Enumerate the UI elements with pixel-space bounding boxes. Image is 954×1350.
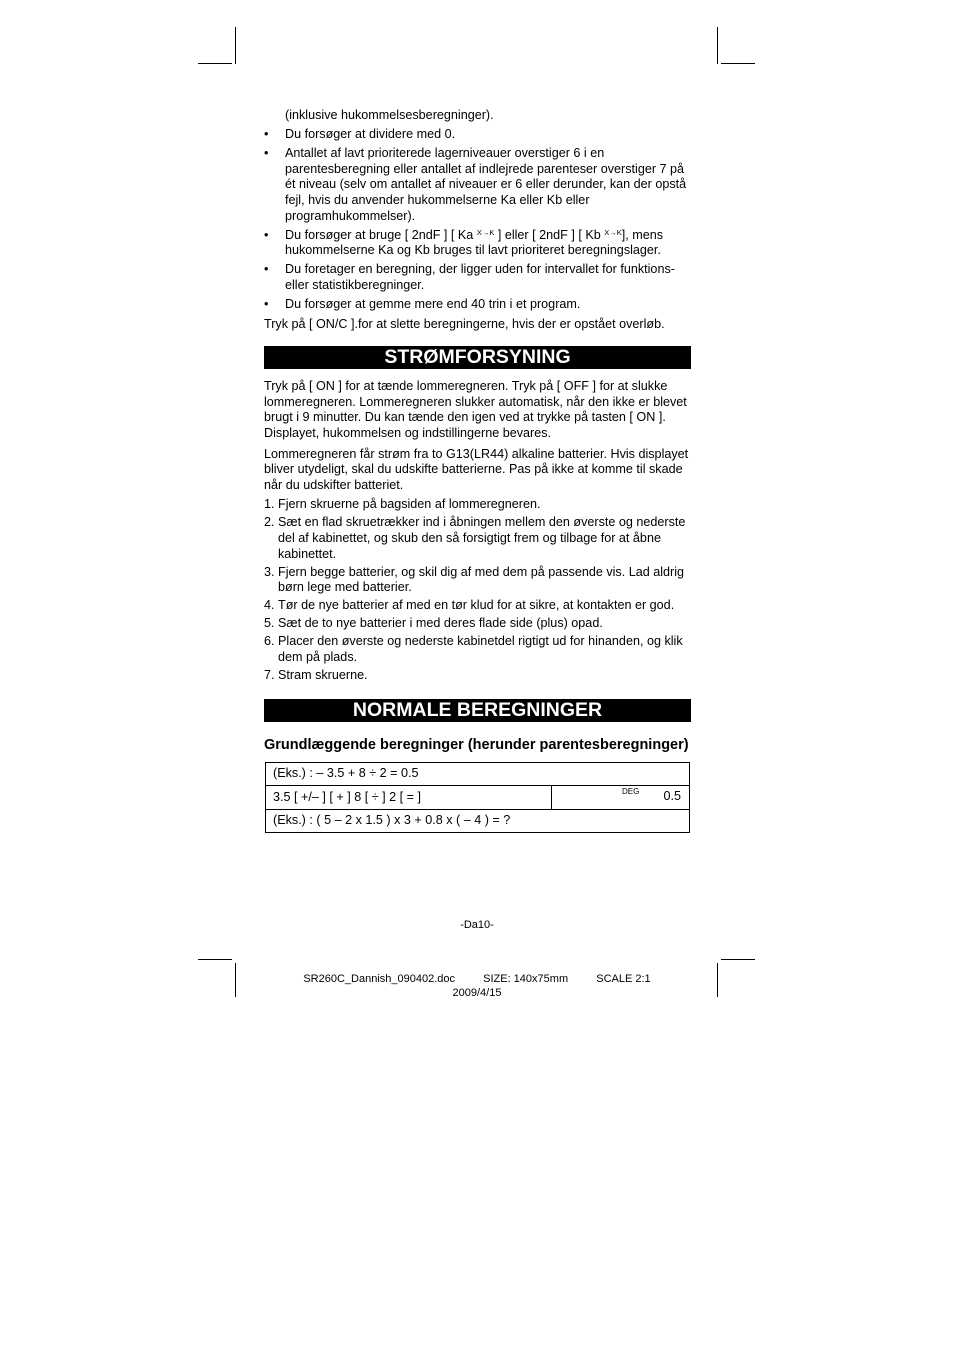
list-item-text: Du foretager en beregning, der ligger uden for intervallet for funktions- eller statistikberegninger.: [285, 262, 675, 292]
crop-mark-top-left-vertical: [235, 27, 236, 64]
list-item-text-part: Du forsøger at bruge [ 2ndF ] [ Ka: [285, 227, 474, 242]
example-table: [265, 762, 690, 833]
list-item: [264, 228, 691, 259]
power-paragraph-2: Lommeregneren får strøm fra to G13(LR44) alkaline batterier. Hvis displayet bliver utydeligt, skal du udskifte batterierne. Pas på ikke at komme til skade når du udskifter batteriet.: [264, 446, 689, 492]
list-item-text-part: ], mens hukommelserne Ka og Kb bruges til lavt prioriteret beregningslager.: [285, 227, 664, 258]
step-number: 1.: [264, 497, 275, 512]
table-row: [266, 810, 690, 833]
bullet-icon: •: [264, 127, 269, 142]
list-item: [264, 565, 691, 596]
overflow-clear-instruction: Tryk på [ ON/C ].for at slette beregningerne, hvis der er opstået overløb.: [264, 316, 665, 331]
list-item-text-part: ] eller [ 2ndF ] [ Kb: [497, 227, 601, 242]
footer-size: SIZE: 140x75mm: [483, 973, 569, 985]
step-text: Tør de nye batterier af med en tør klud for at sikre, at kontakten er god.: [278, 598, 675, 613]
list-item: [264, 598, 691, 614]
step-number: 4.: [264, 598, 275, 613]
display-result: 0.5: [663, 789, 681, 804]
table-row: [266, 786, 690, 810]
crop-mark-top-right-horizontal: [721, 63, 755, 64]
step-text: Placer den øverste og nederste kabinetdel rigtigt ud for hinanden, og klik dem på plads.: [278, 634, 683, 664]
list-item: [264, 297, 691, 313]
list-item: [264, 127, 691, 143]
power-paragraph-1: Tryk på [ ON ] for at tænde lommeregneren. Tryk på [ OFF ] for at slukke lommeregneren. Lommeregneren slukker automatisk, når den ikke er blevet brugt i 9 minutter. Du kan tænde den igen ved at trykke på tasten [ ON ]. Displayet, hukommelsen og indstillingerne bevares.: [264, 379, 687, 440]
crop-mark-bottom-left-horizontal: [198, 959, 232, 960]
crop-mark-top-right-vertical: [717, 27, 718, 64]
list-item: [264, 497, 691, 513]
crop-mark-bottom-right-horizontal: [721, 959, 755, 960]
continuation-text: (inklusive hukommelsesberegninger).: [285, 108, 494, 122]
step-number: 3.: [264, 564, 275, 579]
step-text: Sæt de to nye batterier i med deres flade side (plus) opad.: [278, 616, 603, 631]
example-cell: (Eks.) : ( 5 – 2 x 1.5 ) x 3 + 0.8 x ( – 4 ) = ?: [266, 810, 690, 833]
bullet-icon: •: [264, 262, 269, 277]
list-item: [264, 668, 691, 684]
crop-mark-top-left-horizontal: [198, 63, 232, 64]
footer-filename: SR260C_Dannish_090402.doc: [303, 973, 455, 985]
bullet-icon: •: [264, 297, 269, 312]
step-text: Sæt en flad skruetrækker ind i åbningen mellem den øverste og nederste del af kabinettet, og skub den så forsigtigt frem og tilbage for at åbne kabinettet.: [278, 515, 686, 561]
step-text: Fjern skruerne på bagsiden af lommeregneren.: [278, 497, 541, 512]
print-footer-line: [0, 972, 954, 986]
deg-indicator: DEG: [622, 787, 640, 797]
list-item: [264, 262, 691, 293]
section-heading-normal-calculations: NORMALE BEREGNINGER: [264, 699, 691, 722]
step-number: 2.: [264, 515, 275, 530]
battery-steps-list: [264, 497, 691, 683]
subsection-heading: Grundlæggende beregninger (herunder parentesberegninger): [264, 737, 689, 754]
list-item: [264, 634, 691, 665]
footer-scale: SCALE 2:1: [596, 973, 651, 985]
list-item: [264, 616, 691, 632]
step-number: 5.: [264, 616, 275, 631]
bullet-icon: •: [264, 146, 269, 161]
section-heading-power: STRØMFORSYNING: [264, 346, 691, 369]
step-number: 7.: [264, 667, 275, 682]
example-cell: (Eks.) : – 3.5 + 8 ÷ 2 = 0.5: [266, 763, 690, 786]
list-item-text: Du forsøger at gemme mere end 40 trin i et program.: [285, 297, 581, 312]
step-text: Fjern begge batterier, og skil dig af med dem på passende vis. Lad aldrig børn lege med batterier.: [278, 564, 685, 595]
bullet-icon: •: [264, 227, 269, 242]
display-cell: [552, 786, 690, 810]
key-superscript: X→K: [604, 227, 622, 237]
step-number: 6.: [264, 634, 275, 649]
error-conditions-list: [264, 127, 691, 313]
page-content: [264, 108, 691, 833]
key-sequence-cell: 3.5 [ +/– ] [ + ] 8 [ ÷ ] 2 [ = ]: [266, 786, 552, 810]
list-item-text: Antallet af lavt prioriterede lagerniveauer overstiger 6 i en parentesberegning eller antallet af indlejrede parenteser overstiger 7 på ét niveau (selv om antallet af niveauer er 6 eller derunder, kan der opstå fejl, hvis du anvender hukommelserne Ka eller Kb eller programhukommelser).: [285, 146, 687, 223]
list-item: [264, 146, 691, 224]
step-text: Stram skruerne.: [278, 667, 368, 682]
list-item-text: Du forsøger at dividere med 0.: [285, 127, 456, 142]
footer-date: 2009/4/15: [452, 987, 502, 999]
list-item: [264, 515, 691, 562]
key-superscript: X→K: [476, 227, 495, 237]
page-number: -Da10-: [460, 919, 494, 931]
table-row: [266, 763, 690, 786]
